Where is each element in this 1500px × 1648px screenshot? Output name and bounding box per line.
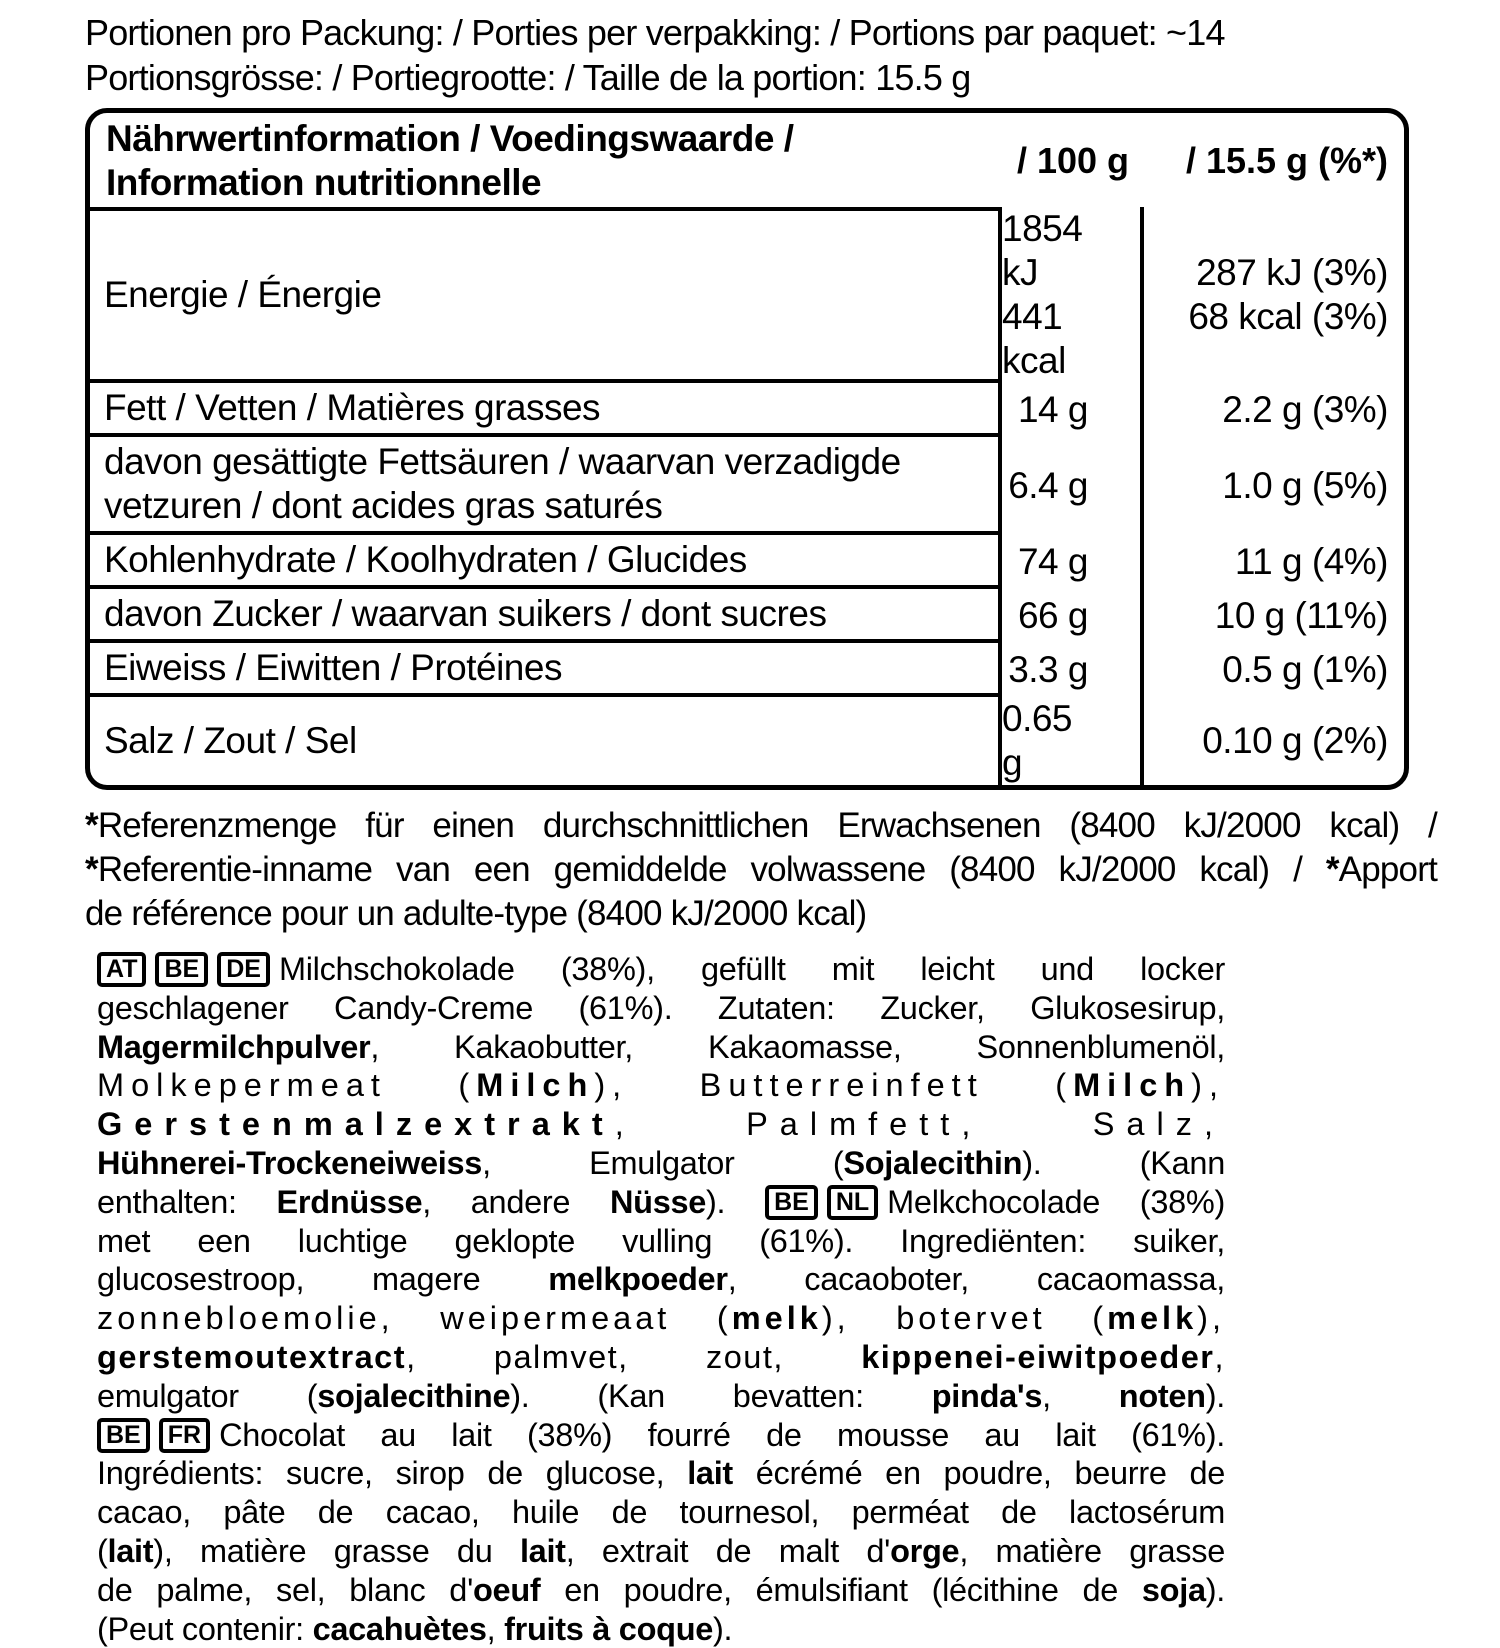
serving-info bbox=[85, 10, 1445, 100]
text-segment: , bbox=[486, 1610, 505, 1647]
text-segment: Magermilchpulver bbox=[97, 1028, 371, 1065]
text-segment: * bbox=[1325, 850, 1339, 889]
per-serving-value: 11 g (4%) bbox=[1234, 541, 1388, 582]
text-segment: , Kakaobutter, Kakaomasse, Sonnenblumenöl, bbox=[370, 1028, 1225, 1065]
text-segment: ), Butterreinfett ( bbox=[594, 1067, 1074, 1104]
serving-size-line: Portionsgrösse: / Portiegrootte: / Taille de la portion: 15.5 g bbox=[85, 57, 971, 98]
per-serving-value: 10 g (11%) bbox=[1214, 595, 1388, 636]
per-100g-cell bbox=[1002, 535, 1144, 589]
per-serving-cell bbox=[1144, 589, 1404, 643]
per-serving-cell bbox=[1144, 383, 1404, 437]
ingredients-line bbox=[97, 1338, 1225, 1377]
text-segment: Milchschokolade (38%), gefüllt mit leicht und locker bbox=[278, 951, 1225, 987]
text-segment: ), bbox=[1197, 1300, 1226, 1337]
per-serving-cell bbox=[1144, 535, 1404, 589]
text-segment: ). (Kan bevatten: bbox=[510, 1377, 932, 1414]
text-segment: ( bbox=[97, 1532, 108, 1569]
text-segment: , cacaoboter, cacaomassa, bbox=[727, 1261, 1225, 1298]
per-100g-cell bbox=[1002, 643, 1144, 697]
reference-note-line bbox=[85, 892, 1437, 936]
text-segment: kippenei-eiwitpoeder bbox=[861, 1338, 1215, 1375]
column-header-per-serving: / 15.5 g (%*) bbox=[1185, 140, 1388, 181]
text-segment: emulgator ( bbox=[97, 1377, 318, 1414]
nutrient-label: Energie / Énergie bbox=[90, 207, 1002, 383]
text-segment: (Peut contenir: bbox=[97, 1610, 313, 1647]
per-100g-value: 3.3 g bbox=[1008, 649, 1088, 690]
text-segment: oeuf bbox=[473, 1571, 541, 1608]
country-tag: FR bbox=[159, 1418, 210, 1453]
text-segment: , matière grasse bbox=[959, 1532, 1225, 1569]
text-segment: fruits à coque bbox=[504, 1610, 714, 1647]
text-segment: Milch bbox=[1073, 1067, 1192, 1104]
text-segment: , Emulgator ( bbox=[482, 1144, 844, 1181]
text-segment: ), bbox=[1191, 1067, 1225, 1104]
per-100g-cell bbox=[1002, 383, 1144, 437]
text-segment: Gerstenmalzextrakt bbox=[97, 1106, 615, 1143]
per-serving-value: 1.0 g (5%) bbox=[1222, 465, 1388, 506]
text-segment: de référence pour un adulte-type (8400 kJ/2000 kcal) bbox=[85, 894, 867, 933]
text-segment: Nüsse bbox=[609, 1183, 707, 1220]
text-segment: soja bbox=[1141, 1571, 1206, 1608]
nutrition-table-title-line2: Information nutritionnelle bbox=[106, 162, 542, 203]
text-segment: en poudre, émulsifiant (lécithine de bbox=[540, 1571, 1142, 1608]
text-segment: Molkepermeat ( bbox=[97, 1067, 477, 1104]
nutrition-table-header bbox=[90, 113, 1404, 207]
text-segment: Referentie-inname van een gemiddelde volwassene (8400 kJ/2000 kcal) / bbox=[97, 850, 1326, 889]
country-tag: AT bbox=[97, 952, 146, 987]
text-segment: Apport bbox=[1338, 850, 1437, 889]
text-segment: ), botervet ( bbox=[821, 1300, 1108, 1337]
per-serving-value: 287 kJ (3%) bbox=[1196, 252, 1388, 293]
per-100g-value: 6.4 g bbox=[1008, 465, 1088, 506]
ingredients-line bbox=[97, 1066, 1225, 1105]
ingredients-line bbox=[97, 1377, 1225, 1416]
nutrient-label: Fett / Vetten / Matières grasses bbox=[90, 383, 1002, 437]
per-serving-value: 68 kcal (3%) bbox=[1188, 296, 1388, 337]
text-segment: ). bbox=[706, 1183, 766, 1220]
ingredients-line bbox=[97, 989, 1225, 1028]
per-100g-value: 441 kcal bbox=[1002, 296, 1066, 381]
text-segment: de palme, sel, blanc d' bbox=[97, 1571, 473, 1608]
servings-per-pack-line: Portionen pro Packung: / Porties per verpakking: / Portions par paquet: ~14 bbox=[85, 12, 1225, 53]
per-100g-value: 74 g bbox=[1017, 541, 1088, 582]
text-segment: met een luchtige geklopte vulling (61%). Ingrediënten: suiker, bbox=[97, 1222, 1225, 1259]
per-100g-value: 14 g bbox=[1017, 389, 1088, 430]
text-segment: lait bbox=[519, 1532, 566, 1569]
text-segment: , palmvet, zout, bbox=[406, 1338, 862, 1375]
text-segment: lait bbox=[687, 1455, 733, 1492]
text-segment: Melkchocolade (38%) bbox=[887, 1183, 1226, 1220]
text-segment: * bbox=[85, 850, 98, 889]
text-segment: , Palmfett, Salz, bbox=[614, 1106, 1225, 1143]
ingredients-line bbox=[97, 1183, 1225, 1222]
reference-intake-note bbox=[85, 804, 1437, 936]
per-100g-cell bbox=[1002, 697, 1144, 785]
ingredients-line bbox=[97, 950, 1225, 989]
per-serving-value: 2.2 g (3%) bbox=[1222, 389, 1388, 430]
per-100g-value: 0.65 g bbox=[1002, 698, 1073, 783]
text-segment: Hühnerei-Trockeneiweiss bbox=[97, 1144, 483, 1181]
per-serving-value: 0.5 g (1%) bbox=[1222, 649, 1388, 690]
text-segment: Sojalecithin bbox=[843, 1144, 1023, 1181]
ingredients-line bbox=[97, 1105, 1225, 1144]
text-segment: cacahuètes bbox=[312, 1610, 487, 1647]
ingredients-line bbox=[97, 1454, 1225, 1493]
nutrition-table-body bbox=[90, 207, 1404, 785]
ingredients-line bbox=[97, 1571, 1225, 1610]
text-segment: melk bbox=[1107, 1300, 1198, 1337]
ingredients-line bbox=[97, 1532, 1225, 1571]
text-segment: lait bbox=[107, 1532, 154, 1569]
country-tag: BE bbox=[155, 952, 208, 987]
nutrient-label: davon gesättigte Fettsäuren / waarvan verzadigde vetzuren / dont acides gras saturés bbox=[90, 437, 1002, 535]
per-100g-value: 1854 kJ bbox=[1002, 208, 1083, 293]
ingredients-line bbox=[97, 1222, 1225, 1261]
text-segment: enthalten: bbox=[97, 1183, 277, 1220]
reference-note-line bbox=[85, 848, 1437, 892]
ingredients-line bbox=[97, 1493, 1225, 1532]
per-100g-value: 66 g bbox=[1017, 595, 1088, 636]
country-tag: BE bbox=[765, 1185, 818, 1220]
ingredients-text bbox=[97, 950, 1225, 1648]
country-tag: DE bbox=[217, 952, 270, 987]
country-tag: BE bbox=[97, 1418, 150, 1453]
text-segment: * bbox=[85, 806, 98, 845]
text-segment: pinda's bbox=[931, 1377, 1043, 1414]
text-segment: écrémé en poudre, beurre de bbox=[732, 1455, 1225, 1492]
per-serving-cell bbox=[1144, 207, 1404, 383]
per-serving-cell bbox=[1144, 697, 1404, 785]
text-segment: cacao, pâte de cacao, huile de tournesol, perméat de lactosérum bbox=[97, 1494, 1225, 1531]
nutrient-label: Eiweiss / Eiwitten / Protéines bbox=[90, 643, 1002, 697]
nutrient-label: Kohlenhydrate / Koolhydraten / Glucides bbox=[90, 535, 1002, 589]
text-segment: melk bbox=[731, 1300, 822, 1337]
nutrition-table-title bbox=[90, 117, 1002, 205]
text-segment: , bbox=[1042, 1377, 1119, 1414]
text-segment: , andere bbox=[422, 1183, 610, 1220]
text-segment: Referenzmenge für einen durchschnittlichen Erwachsenen (8400 kJ/2000 kcal) / bbox=[97, 806, 1437, 845]
per-serving-cell bbox=[1144, 437, 1404, 535]
text-segment: noten bbox=[1118, 1377, 1206, 1414]
text-segment: Milch bbox=[476, 1067, 595, 1104]
ingredients-line bbox=[97, 1610, 1225, 1648]
text-segment: Erdnüsse bbox=[276, 1183, 423, 1220]
nutrient-label: davon Zucker / waarvan suikers / dont sucres bbox=[90, 589, 1002, 643]
text-segment: ). bbox=[1205, 1571, 1226, 1608]
text-segment: sojalecithine bbox=[317, 1377, 511, 1414]
per-100g-cell bbox=[1002, 589, 1144, 643]
text-segment: , extrait de malt d' bbox=[565, 1532, 891, 1569]
text-segment: orge bbox=[890, 1532, 960, 1569]
nutrient-label: Salz / Zout / Sel bbox=[90, 697, 1002, 785]
text-segment: melkpoeder bbox=[548, 1261, 728, 1298]
text-segment: ). (Kann bbox=[1022, 1144, 1225, 1181]
per-serving-value: 0.10 g (2%) bbox=[1202, 720, 1388, 761]
text-segment: ). bbox=[713, 1610, 733, 1647]
country-tag: NL bbox=[827, 1185, 878, 1220]
text-segment: geschlagener Candy-Creme (61%). Zutaten: Zucker, Glukosesirup, bbox=[97, 989, 1225, 1026]
text-segment: gerstemoutextract bbox=[97, 1338, 407, 1375]
nutrition-table bbox=[85, 108, 1409, 790]
ingredients-line bbox=[97, 1299, 1225, 1338]
text-segment: zonnebloemolie, weipermeaat ( bbox=[97, 1300, 732, 1337]
text-segment: Ingrédients: sucre, sirop de glucose, bbox=[97, 1455, 688, 1492]
text-segment: Chocolat au lait (38%) fourré de mousse au lait (61%). bbox=[219, 1416, 1225, 1453]
per-serving-cell bbox=[1144, 643, 1404, 697]
ingredients-line bbox=[97, 1144, 1225, 1183]
text-segment: , bbox=[1214, 1338, 1225, 1375]
nutrition-table-title-line1: Nährwertinformation / Voedingswaarde / bbox=[106, 118, 794, 159]
text-segment: ). bbox=[1205, 1377, 1225, 1414]
ingredients-line bbox=[97, 1416, 1225, 1455]
per-100g-cell bbox=[1002, 437, 1144, 535]
column-header-per-100g: / 100 g bbox=[1016, 140, 1130, 181]
text-segment: glucosestroop, magere bbox=[97, 1261, 549, 1298]
reference-note-line bbox=[85, 804, 1437, 848]
ingredients-line bbox=[97, 1260, 1225, 1299]
per-100g-cell bbox=[1002, 207, 1144, 383]
ingredients-line bbox=[97, 1028, 1225, 1067]
text-segment: ), matière grasse du bbox=[153, 1532, 520, 1569]
